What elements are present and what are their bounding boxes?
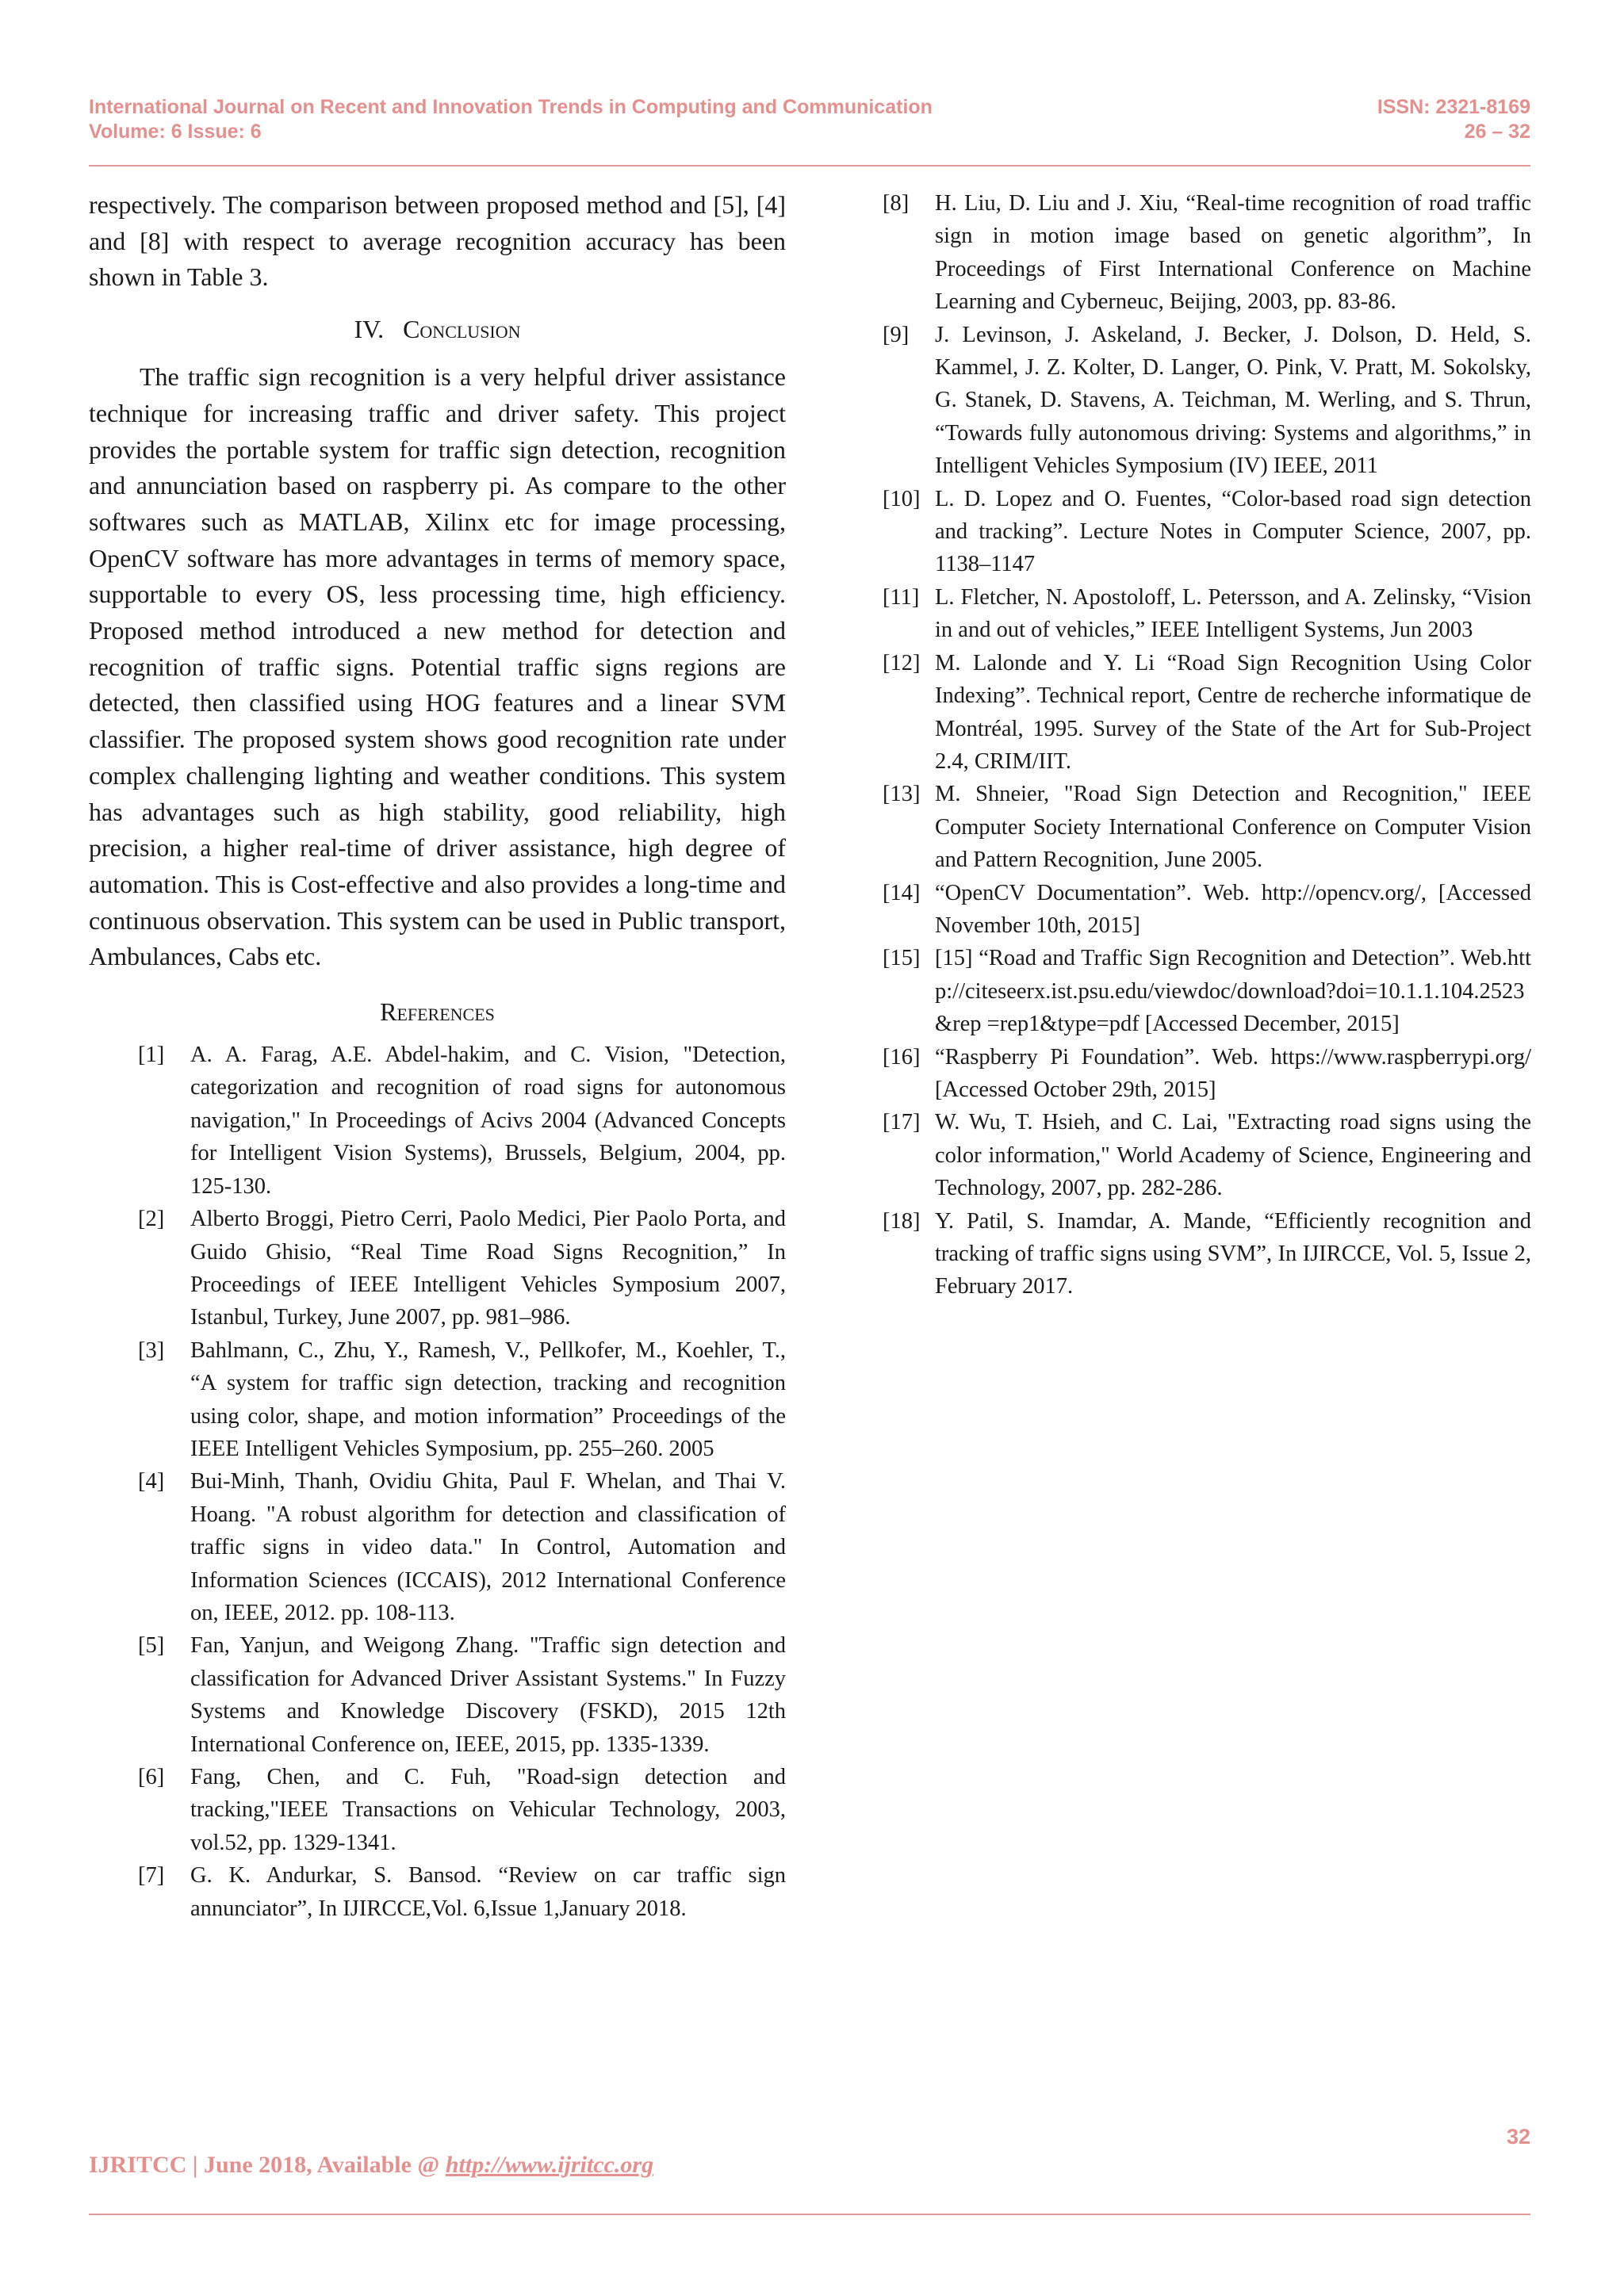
reference-item [883,187,1531,319]
reference-text: Y. Patil, S. Inamdar, A. Mande, “Efficiently recognition and tracking of traffic signs using SVM”, In IJIRCCE, Vol. 5, Issue 2, February 2017. [935,1208,1531,1299]
reference-number: [12] [883,650,921,675]
footer-rule [89,2214,1530,2215]
reference-number: [1] [138,1043,165,1068]
reference-item [883,1106,1531,1204]
reference-text: W. Wu, T. Hsieh, and C. Lai, "Extracting road signs using the color information," World Academy of Science, Engineering and Technology, 2007, pp. 282-286. [935,1110,1531,1201]
journal-volume: Volume: 6 Issue: 6 [89,121,262,143]
intro-paragraph: respectively. The comparison between proposed method and [5], [4] and [8] with respect to average recognition accuracy has been shown in Table 3. [89,190,786,292]
reference-item [883,1041,1531,1107]
reference-text: H. Liu, D. Liu and J. Xiu, “Real-time recognition of road traffic sign in motion image based on genetic algorithm”, In Proceedings of First International Conference on Machine Learning and Cyberneuc, Beijing, 2003, pp. 83-86. [935,191,1531,315]
reference-number: [17] [883,1110,921,1135]
reference-text: G. K. Andurkar, S. Bansod. “Review on car traffic sign annunciator”, In IJIRCCE,Vol. 6,Issue 1,January 2018. [190,1863,786,1921]
reference-number: [15] [883,946,921,971]
reference-number: [5] [138,1633,165,1659]
page-number: 32 [1506,2125,1530,2149]
reference-item [138,1465,786,1629]
references-title: References [380,997,495,1027]
reference-text: [15] “Road and Traffic Sign Recognition and Detection”. Web.http://citeseerx.ist.psu.edu/viewdoc/download?doi=10.1.1.104.2523&rep =rep1&type=pdf [Accessed December, 2015] [935,946,1531,1037]
reference-text: Fang, Chen, and C. Fuh, "Road-sign detection and tracking,"IEEE Transactions on Vehicular Technology, 2003, vol.52, pp. 1329-1341. [190,1765,786,1855]
reference-number: [3] [138,1337,165,1363]
reference-number: [18] [883,1208,921,1234]
reference-list-left [89,1039,786,1925]
reference-item [883,581,1531,647]
reference-number: [2] [138,1207,165,1232]
reference-text: A. A. Farag, A.E. Abdel-hakim, and C. Vision, "Detection, categorization and recognition of road signs for autonomous navigation," In Proceedings of Acivs 2004 (Advanced Concepts for Intelligent Vision Systems), Brussels, Belgium, 2004, pp. 125-130. [190,1043,786,1199]
reference-number: [8] [883,191,910,216]
reference-text: Bahlmann, C., Zhu, Y., Ramesh, V., Pellkofer, M., Koehler, T., “A system for traffic sign detection, tracking and recognition using color, shape, and motion information” Proceedings of the IEEE Intelligent Vehicles Symposium, pp. 255–260. 2005 [190,1337,786,1461]
reference-text: L. D. Lopez and O. Fuentes, “Color-based road sign detection and tracking”. Lecture Notes in Computer Science, 2007, pp. 1138–1147 [935,486,1531,577]
reference-number: [10] [883,486,921,511]
conclusion-section-title: Conclusion [403,315,521,344]
conclusion-section-number: IV. [354,315,385,344]
left-column [89,187,786,1925]
reference-item [883,778,1531,876]
header-left [89,95,933,144]
page-range: 26 – 32 [1464,121,1530,143]
reference-item [138,1761,786,1859]
reference-item [138,1859,786,1925]
header-right [1377,95,1530,144]
reference-number: [16] [883,1044,921,1070]
references-heading [89,996,786,1027]
reference-number: [6] [138,1765,165,1789]
header-rule [89,165,1530,166]
footer-text: IJRITCC | June 2018, Available @ [89,2152,446,2178]
reference-text: M. Shneier, "Road Sign Detection and Recognition," IEEE Computer Society International Conference on Computer Vision and Pattern Recognition, June 2005. [935,782,1531,873]
reference-number: [7] [138,1863,165,1888]
reference-text: Bui-Minh, Thanh, Ovidiu Ghita, Paul F. Whelan, and Thai V. Hoang. "A robust algorithm for detection and classification of traffic signs in video data." In Control, Automation and Information Sciences (ICCAIS), 2012 International Conference on, IEEE, 2012. pp. 108-113. [190,1469,786,1625]
reference-item [883,942,1531,1040]
reference-list-right [883,187,1531,1303]
reference-text: “OpenCV Documentation”. Web. http://opencv.org/, [Accessed November 10th, 2015] [935,880,1531,938]
reference-number: [14] [883,880,921,905]
conclusion-paragraph: The traffic sign recognition is a very helpful driver assistance technique for increasing traffic and driver safety. This project provides the portable system for traffic sign detection, recognition and annunciation based on raspberry pi. As compare to the other softwares such as MATLAB, Xilinx etc for image processing, OpenCV software has more advantages in terms of memory space, supportable to every OS, less processing time, high efficiency. Proposed method introduced a new method for detection and recognition of traffic signs. Potential traffic signs regions are detected, then classified using HOG features and a linear SVM classifier. The proposed system shows good recognition rate under complex challenging lighting and weather conditions. This system has advantages such as high stability, good reliability, high precision, a higher real-time of driver assistance, high degree of automation. This is Cost-effective and also provides a long-time and continuous observation. This system can be used in Public transport, Ambulances, Cabs etc. [89,362,786,971]
reference-number: [11] [883,584,920,610]
reference-text: Alberto Broggi, Pietro Cerri, Paolo Medici, Pier Paolo Porta, and Guido Ghisio, “Real Time Road Signs Recognition,” In Proceedings of IEEE Intelligent Vehicles Symposium 2007, Istanbul, Turkey, June 2007, pp. 981–986. [190,1207,786,1330]
reference-item [138,1039,786,1203]
footer-link[interactable]: http://www.ijritcc.org [445,2152,654,2178]
reference-text: M. Lalonde and Y. Li “Road Sign Recognition Using Color Indexing”. Technical report, Centre de recherche informatique de Montréal, 1995. Survey of the State of the Art for Sub-Project 2.4, CRIM/IIT. [935,650,1531,774]
reference-text: “Raspberry Pi Foundation”. Web. https://www.raspberrypi.org/ [Accessed October 29th, 2015] [935,1044,1531,1102]
journal-title: International Journal on Recent and Innovation Trends in Computing and Communication [89,96,933,118]
reference-number: [13] [883,782,921,807]
reference-number: [4] [138,1469,165,1494]
right-column [883,187,1531,1303]
reference-item [883,1205,1531,1303]
reference-text: J. Levinson, J. Askeland, J. Becker, J. Dolson, D. Held, S. Kammel, J. Z. Kolter, D. Langer, O. Pink, V. Pratt, M. Sokolsky, G. Stanek, D. Stavens, A. Teichman, M. Werling, and S. Thrun, “Towards fully autonomous driving: Systems and algorithms,” in Intelligent Vehicles Symposium (IV) IEEE, 2011 [935,322,1531,479]
reference-item [883,319,1531,483]
reference-number: [9] [883,322,910,347]
reference-text: L. Fletcher, N. Apostoloff, L. Petersson, and A. Zelinsky, “Vision in and out of vehicles,” IEEE Intelligent Systems, Jun 2003 [935,584,1531,643]
reference-item [883,877,1531,943]
reference-text: Fan, Yanjun, and Weigong Zhang. "Traffic sign detection and classification for Advanced Driver Assistant Systems." In Fuzzy Systems and Knowledge Discovery (FSKD), 2015 12th International Conference on, IEEE, 2015, pp. 1335-1339. [190,1633,786,1757]
reference-item [883,483,1531,581]
journal-issn: ISSN: 2321-8169 [1377,96,1530,118]
conclusion-heading [89,313,786,345]
page-footer [89,2152,653,2179]
reference-item [138,1629,786,1761]
reference-item [883,647,1531,779]
reference-item [138,1334,786,1466]
reference-item [138,1203,786,1334]
